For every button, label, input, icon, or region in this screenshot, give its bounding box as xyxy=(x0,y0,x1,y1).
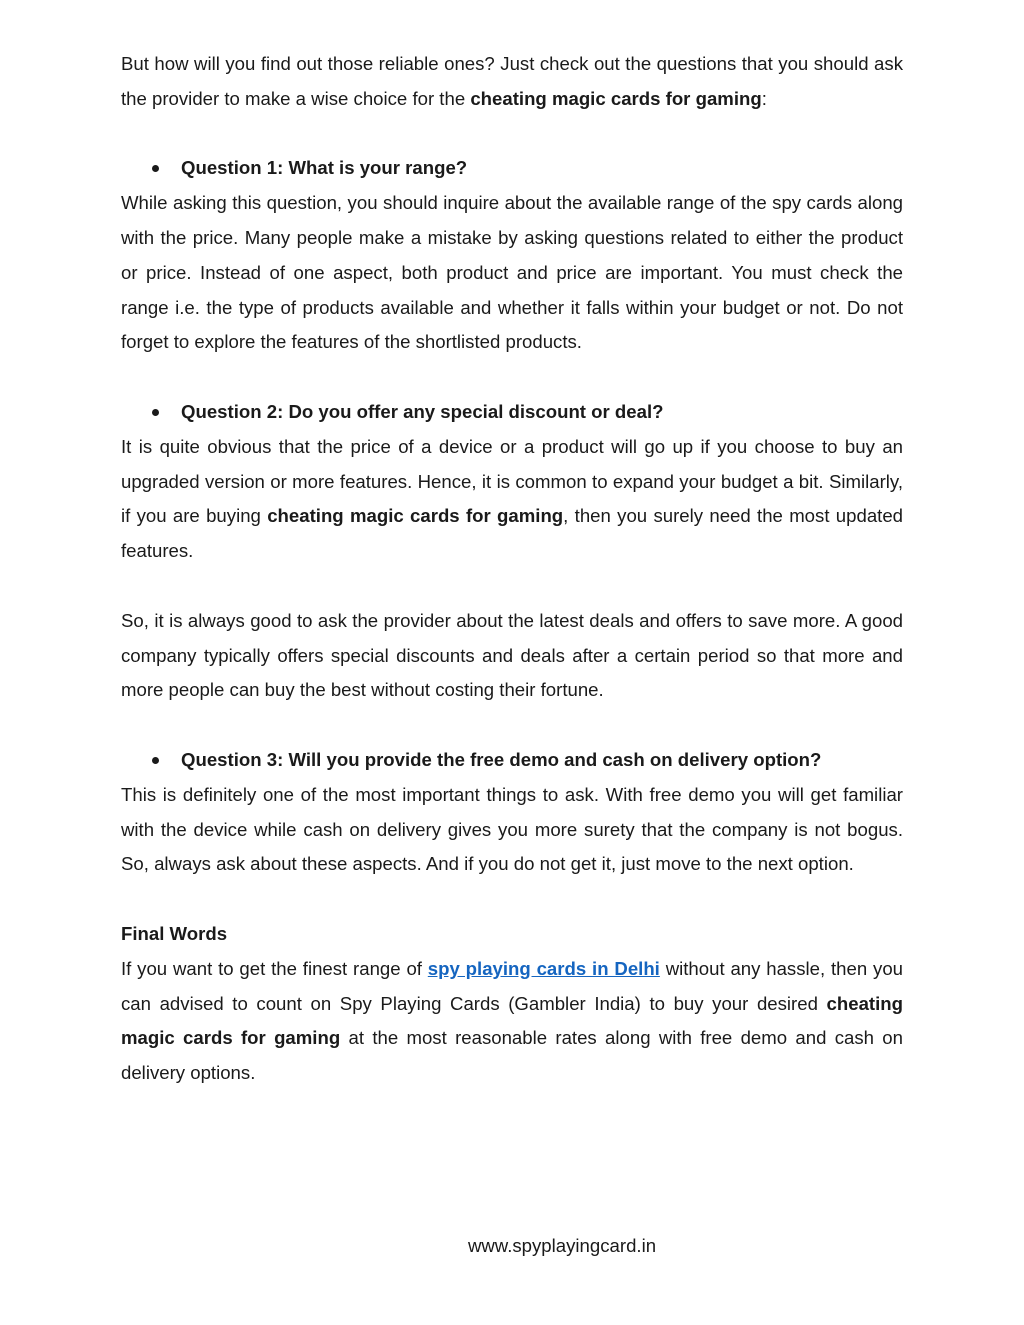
question-2-bold-keyword: cheating magic cards for gaming xyxy=(267,505,564,527)
footer-url: www.spyplayingcard.in xyxy=(467,1235,657,1256)
question-2-heading: Question 2: Do you offer any special discount or deal? xyxy=(121,395,903,430)
intro-paragraph xyxy=(121,47,903,117)
bullet-icon xyxy=(152,165,159,172)
final-words-body: If you want to get the finest range of spy playing cards in Delhi without any hassle, then you can advised to count on Spy Playing Cards (Gambler India) to buy your desired cheating magic cards for gaming at the most reasonable rates along with free demo and cash on delivery options. xyxy=(121,957,903,1084)
final-words-title: Final Words xyxy=(121,922,228,944)
question-2-body: It is quite obvious that the price of a device or a product will go up if you choose to buy an upgraded version or more features. Hence, it is common to expand your budget a bit. Similarly, if you are buying cheating magic cards for gaming, then you surely need the most updated features. xyxy=(121,435,904,562)
question-1-body: While asking this question, you should inquire about the available range of the spy cards along with the price. Many people make a mistake by asking questions related to either the product or price. Instead of one aspect, both product and price are important. You must check the range i.e. the type of products available and whether it falls within your budget or not. Do not forget to explore the features of the shortlisted products. xyxy=(121,192,903,353)
final-bold-keyword: cheating magic cards for gaming xyxy=(121,992,903,1049)
spy-playing-cards-delhi-link[interactable]: spy playing cards in Delhi xyxy=(427,957,660,979)
question-1-heading: Question 1: What is your range? xyxy=(121,151,903,186)
intro-bold-keyword: cheating magic cards for gaming xyxy=(470,87,762,109)
question-3-body: This is definitely one of the most important things to ask. With free demo you will get familiar with the device while cash on delivery gives you more surety that the company is not bogus. So, always ask about these aspects. And if you do not get it, just move to the next option. xyxy=(121,783,903,875)
intro-colon: : xyxy=(761,87,767,109)
bullet-icon xyxy=(152,757,159,764)
question-3-heading: Question 3: Will you provide the free demo and cash on delivery option? xyxy=(121,743,903,778)
bullet-icon xyxy=(152,409,159,416)
intro-text: But how will you find out those reliable ones? Just check out the questions that you should ask the provider to make a wise choice for the xyxy=(121,53,903,109)
question-2-paragraph-2: So, it is always good to ask the provider about the latest deals and offers to save more. A good company typically offers special discounts and deals after a certain period so that more and more people can buy the best without costing their fortune. xyxy=(121,609,903,701)
document-body xyxy=(121,47,903,1091)
